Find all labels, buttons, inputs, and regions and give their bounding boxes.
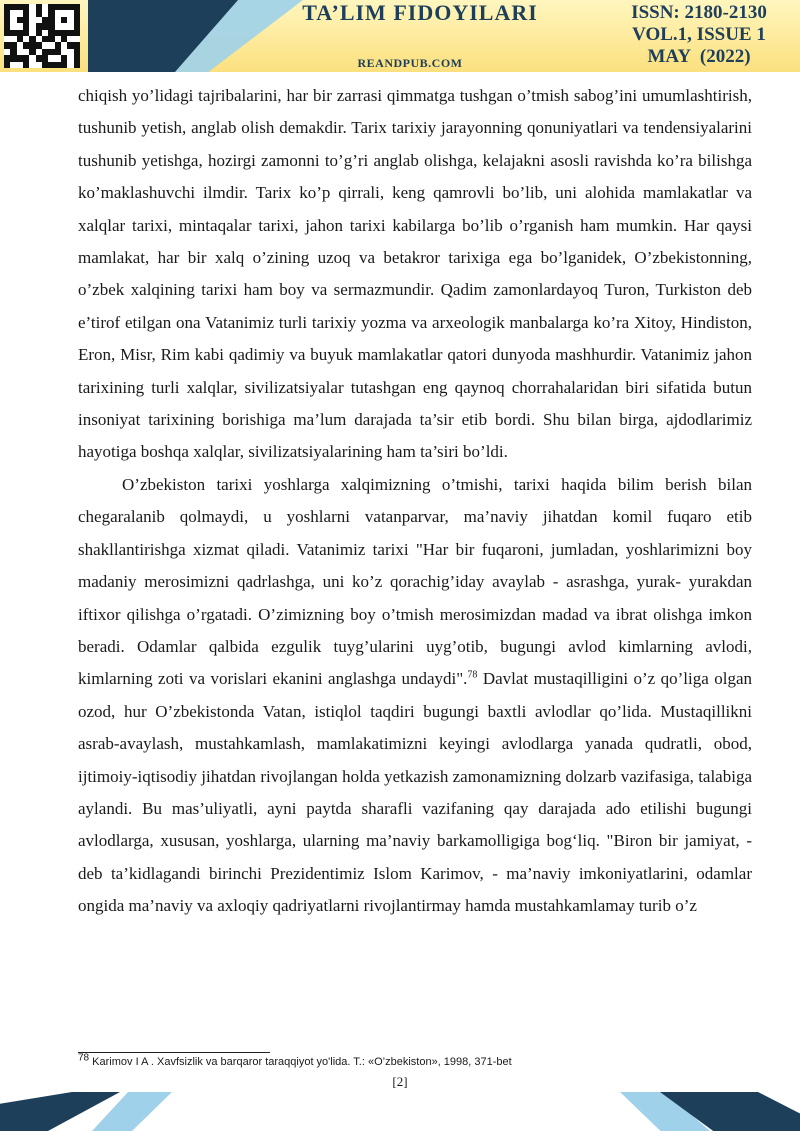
issue-date-text: MAY (2022) [647, 46, 751, 67]
qr-code-icon[interactable] [4, 4, 80, 68]
journal-website-link[interactable]: REANDPUB.COM [357, 56, 463, 70]
volume-issue-text: VOL.1, ISSUE 1 [632, 24, 766, 45]
body-paragraph: chiqish yo’lidagi tajribalarini, har bir zarrasi qimmatga tushgan o’tmish sabog’ini umumlashtirish, tushunib yetish, anglab olish demakdir. Tarix tarixiy jarayonning qonuniyatlari va tendensiyalarini tushunib yetishga, hozirgi zamonni to’g’ri anglab olishga, kelajakni asosli ravishda ko’ra bilishga ko’maklashuvchi ilmdir. Tarix ko’p qirrali, keng qamrovli bo’lib, uni alohida mamlakatlar va xalqlar tarixi, mintaqalar tarixi, jahon tarixi kabilarga bo’lib o’rganish ham mumkin. Har qaysi mamlakat, har bir xalq o’zining uzoq va betakror tarixiga ega bo’lganidek, O’zbekistonning, o’zbek xalqining tarixi ham boy va sermazmundir. Qadim zamonlardayoq Turon, Turkiston deb e’tirof etilgan ona Vatanimiz turli tarixiy yozma va arxeologik manbalarga ko’ra Xitoy, Hindiston, Eron, Misr, Rim kabi qadimiy va buyuk mamlakatlar qatori dunyoda mashhurdir. Vatanimiz jahon tarixining turli xalqlar, sivilizatsiyalar tutashgan eng qaynoq chorrahalaridan biri sifatida butun insoniyat tarixining borishiga ma’lum darajada ta’sir etib bordi. Shu bilan birga, ajdodlarimiz hayotiga boshqa xalqlar, sivilizatsiyalarining ham ta’siri bo’ldi. [78, 86, 752, 462]
page-footer-decor [0, 1092, 800, 1131]
article-body [78, 80, 752, 923]
journal-title: TA’LIM FIDOYILARI [302, 0, 538, 25]
paragraph-text: Davlat mustaqilligini o’z qo’liga olgan ozod, hur O’zbekistonda Vatan, istiqlol taqdiri bugungi baxtli avlodlar qo’lida. Mustaqillikni asrab-avaylash, mustahkamlash, mamlakatimizni keyingi avlodlarga yanada qudratli, obod, ijtimoiy-iqtisodiy jihatdan rivojlangan holda yetkazish zamonamizning dolzarb vazifasiga, talabiga aylandi. Bu mas’uliyatli, ayni paytda sharafli vazifaning qay darajada ado etilishi bugungi avlodlarga, xususan, yoshlarga, ularning ma’naviy barkamolligiga bog‘liq. "Biron bir jamiyat, - deb ta’kidlagandi birinchi Prezidentimiz Islom Karimov, - ma’naviy imkoniyatlarini, odamlar ongida ma’naviy va axloqiy qadriyatlarni rivojlantirmay hamda mustahkamlamay turib o’z [78, 669, 752, 916]
page-number: [2] [392, 1074, 408, 1089]
issn-text: ISSN: 2180-2130 [631, 2, 767, 23]
journal-header [0, 0, 800, 72]
footnote [78, 1052, 752, 1069]
footnote-number: 78 [78, 1052, 90, 1064]
footnote-reference[interactable]: 78 [467, 669, 478, 681]
issn-volume-block [604, 2, 794, 68]
body-paragraph [78, 469, 752, 923]
footnote-text: Karimov I A . Xavfsizlik va barqaror taraqqiyot yo'lida. T.: «O’zbekiston», 1998, 371-bet [89, 1056, 512, 1068]
paragraph-text: O’zbekiston tarixi yoshlarga xalqimizning o’tmishi, tarixi haqida bilim berish bilan chegaralanib qolmaydi, u yoshlarni vatanparvar, ma’naviy jihatdan komil fuqaro etib shakllantirishga xizmat qiladi. Vatanimiz tarixi "Har bir fuqaroni, jumladan, yoshlarimizni boy madaniy merosimizni qadrlashga, uni ko’z qorachig’iday avaylab - asrashga, yurak- yurakdan iftixor qilishga o’rgatadi. O’zimizning boy o’tmish merosimizdan madad va ibrat olishga imkon beradi. Odamlar qalbida ezgulik tuyg’ularini uyg’otib, bugungi avlod kimlarning avlodi, kimlarning zoti va vorislari ekanini anglashga undaydi". [78, 474, 752, 689]
footnote-divider [78, 1052, 270, 1053]
